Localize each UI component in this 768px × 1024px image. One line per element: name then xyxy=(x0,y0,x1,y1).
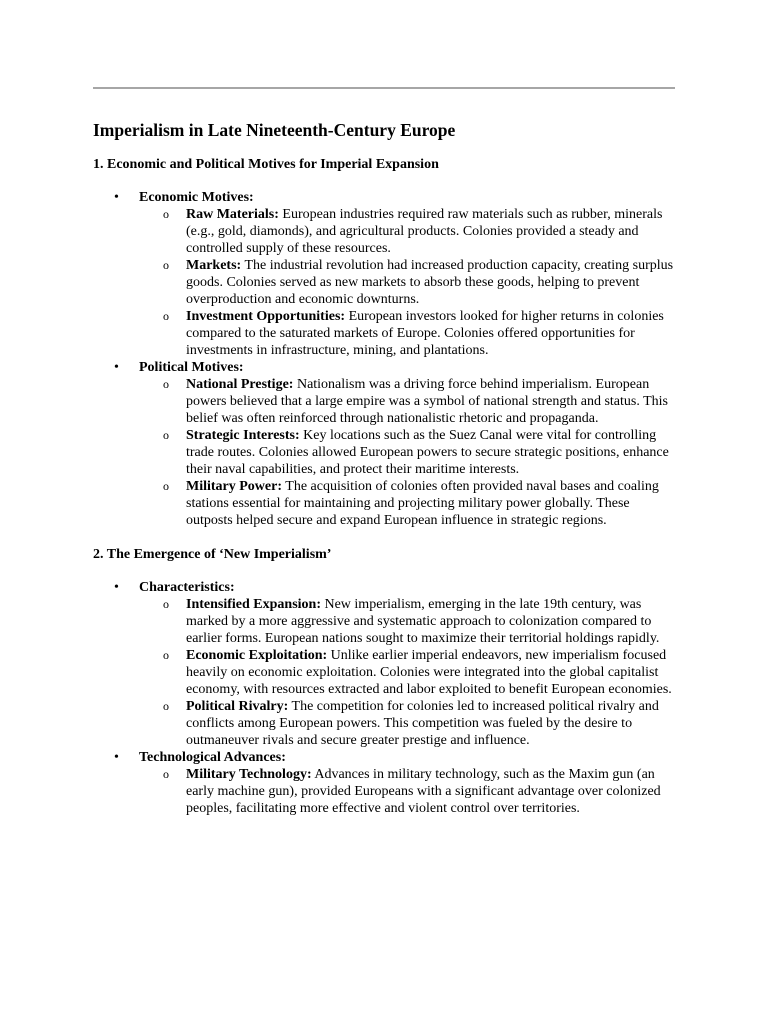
bullet-list xyxy=(93,189,677,529)
list-item xyxy=(139,257,677,308)
circle-bullet-icon: o xyxy=(163,207,169,221)
bullet-icon: • xyxy=(114,750,119,765)
list-item xyxy=(139,596,677,647)
term-label: Political Rivalry: xyxy=(186,699,289,714)
category-label: Characteristics: xyxy=(139,580,235,595)
circle-bullet-icon: o xyxy=(163,648,169,662)
item-text: European industries required raw materials such as rubber, minerals (e.g., gold, diamonds), and agricultural products. Colonies provided a steady and controlled supply of these resources. xyxy=(186,207,663,256)
document-title: Imperialism in Late Nineteenth-Century Europe xyxy=(93,120,456,140)
term-label: Intensified Expansion: xyxy=(186,597,321,612)
list-item xyxy=(93,189,677,359)
item-text: New imperialism, emerging in the late 19th century, was marked by a more aggressive and systematic approach to colonization compared to earlier forms. European nations sought to maximize their territorial holdings rapidly. xyxy=(186,597,660,646)
term-label: National Prestige: xyxy=(186,377,294,392)
sub-list xyxy=(139,206,677,359)
category-label: Economic Motives: xyxy=(139,190,254,205)
list-item xyxy=(93,579,677,749)
item-text: The acquisition of colonies often provided naval bases and coaling stations essential for maintaining and projecting military power globally. These outposts helped secure and expand European influence in strategic regions. xyxy=(186,479,659,528)
list-item xyxy=(139,376,677,427)
document-body xyxy=(93,119,677,817)
list-item xyxy=(139,478,677,529)
item-text: Nationalism was a driving force behind imperialism. European powers believed that a large empire was a symbol of national strength and status. This belief was often reinforced through nationalistic rhetoric and propaganda. xyxy=(186,377,668,426)
list-item xyxy=(93,359,677,529)
circle-bullet-icon: o xyxy=(163,767,169,781)
term-label: Economic Exploitation: xyxy=(186,648,328,663)
list-item xyxy=(139,206,677,257)
bullet-list xyxy=(93,579,677,817)
list-item xyxy=(139,308,677,359)
circle-bullet-icon: o xyxy=(163,428,169,442)
list-item xyxy=(139,427,677,478)
list-item xyxy=(139,647,677,698)
category-label: Technological Advances: xyxy=(139,750,286,765)
item-text: Advances in military technology, such as the Maxim gun (an early machine gun), provided Europeans with a significant advantage over colonized peoples, facilitating more effective and violent control over territories. xyxy=(186,767,661,816)
item-text: Key locations such as the Suez Canal were vital for controlling trade routes. Colonies allowed European powers to secure strategic positions, enhance their naval capabilities, and protect their maritime interests. xyxy=(186,428,669,477)
sub-list xyxy=(139,766,677,817)
item-text: The industrial revolution had increased production capacity, creating surplus goods. Colonies served as new markets to absorb these goods, helping to prevent overproduction and economic downturns. xyxy=(186,258,674,307)
item-text: European investors looked for higher returns in colonies compared to the saturated markets of Europe. Colonies offered opportunities for investments in infrastructure, mining, and plantations. xyxy=(186,309,664,358)
term-label: Markets: xyxy=(186,258,242,273)
circle-bullet-icon: o xyxy=(163,479,169,493)
item-text: The competition for colonies led to increased political rivalry and conflicts among European powers. This competition was fueled by the desire to outmaneuver rivals and secure greater prestige and influence. xyxy=(186,699,659,748)
circle-bullet-icon: o xyxy=(163,699,169,713)
category-label: Political Motives: xyxy=(139,360,244,375)
term-label: Military Power: xyxy=(186,479,283,494)
bullet-icon: • xyxy=(114,580,119,595)
circle-bullet-icon: o xyxy=(163,377,169,391)
circle-bullet-icon: o xyxy=(163,258,169,272)
item-text: Unlike earlier imperial endeavors, new imperialism focused heavily on economic exploitation. Colonies were integrated into the global capitalist economy, with resources extracted and labor exploited to benefit European economies. xyxy=(186,648,672,697)
bullet-icon: • xyxy=(114,360,119,375)
list-item xyxy=(139,766,677,817)
term-label: Raw Materials: xyxy=(186,207,279,222)
list-item xyxy=(139,698,677,749)
section-heading: 2. The Emergence of ‘New Imperialism’ xyxy=(93,547,332,562)
term-label: Investment Opportunities: xyxy=(186,309,346,324)
list-item xyxy=(93,749,677,817)
term-label: Strategic Interests: xyxy=(186,428,300,443)
bullet-icon: • xyxy=(114,190,119,205)
circle-bullet-icon: o xyxy=(163,309,169,323)
horizontal-rule xyxy=(93,87,675,89)
term-label: Military Technology: xyxy=(186,767,312,782)
circle-bullet-icon: o xyxy=(163,597,169,611)
sub-list xyxy=(139,596,677,749)
section-heading: 1. Economic and Political Motives for Imperial Expansion xyxy=(93,157,439,172)
sub-list xyxy=(139,376,677,529)
